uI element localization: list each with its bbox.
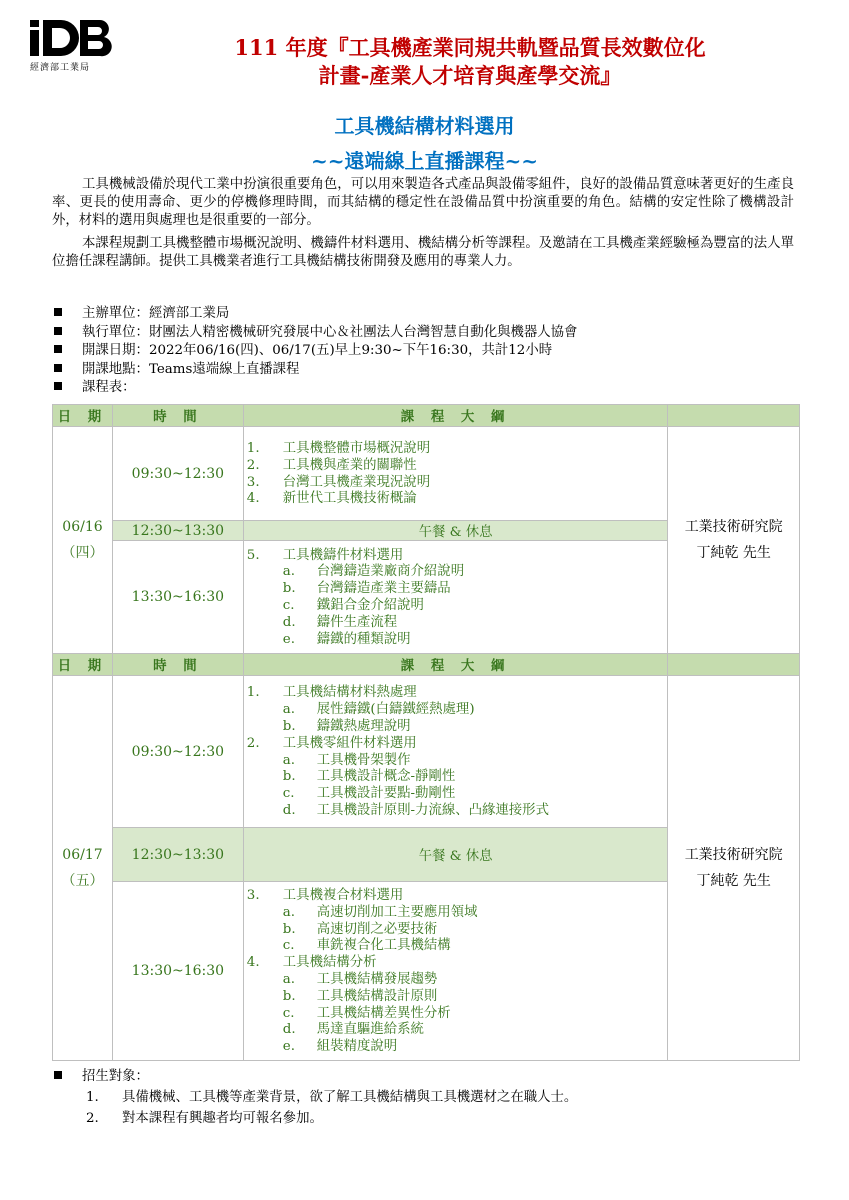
time-cell: 12:30~13:30 (112, 521, 243, 541)
outline-item-text: 工具機整體市場概況說明 (282, 440, 431, 456)
info-list (52, 305, 577, 398)
outline-item-text: 馬達直驅進給系統 (316, 1022, 424, 1038)
speaker-cell: 工業技術研究院 丁純乾 先生 (668, 427, 800, 654)
outline-item (247, 786, 668, 803)
enrollment-item: 2. 對本課程有興趣者均可報名參加。 (86, 1111, 323, 1126)
outline-item (247, 548, 668, 565)
date-cell: 06/16 （四） (53, 427, 113, 654)
outline-item (247, 888, 668, 905)
header-time: 時 間 (112, 654, 243, 676)
time-cell: 09:30~12:30 (112, 427, 243, 521)
outline-item-number: d. (282, 802, 296, 818)
outline-item (247, 685, 668, 702)
outline-item (247, 972, 668, 989)
outline-item (247, 475, 668, 492)
header-outline: 課 程 大 綱 (243, 654, 668, 676)
outline-item-number: a. (282, 971, 296, 987)
outline-item (247, 564, 668, 581)
info-item-executor: 執行單位：財團法人精密機械研究發展中心＆社團法人台灣智慧自動化與機器人協會 (52, 324, 577, 343)
outline-item (247, 458, 668, 475)
date-cell: 06/17 （五） (53, 676, 113, 1061)
bullet-square-icon (54, 345, 62, 353)
outline-item-number: b. (282, 581, 296, 597)
outline-item-number: b. (282, 718, 296, 734)
outline-item (247, 598, 668, 615)
outline-item-text: 組裝精度說明 (316, 1039, 398, 1055)
outline-item (247, 769, 668, 786)
header-date: 日 期 (53, 654, 113, 676)
outline-item (247, 955, 668, 972)
outline-item (247, 938, 668, 955)
outline-item-text: 新世代工具機技術概論 (282, 491, 417, 507)
header-outline: 課 程 大 綱 (243, 405, 668, 427)
outline-item (247, 581, 668, 598)
outline-item-number: c. (282, 938, 295, 954)
idb-logo-mark (28, 18, 114, 58)
outline-item-text: 工具機結構分析 (282, 955, 377, 971)
outline-item (247, 632, 668, 649)
outline-item-number: b. (282, 769, 296, 785)
idb-logo (28, 18, 118, 73)
outline-item-text: 工具機骨架製作 (316, 752, 411, 768)
outline-item-number: d. (282, 1022, 296, 1038)
outline-item (247, 753, 668, 770)
bullet-square-icon (54, 1071, 62, 1079)
outline-item-text: 工具機結構材料熱處理 (282, 685, 417, 701)
outline-item-number: c. (282, 598, 295, 613)
header-speaker (668, 405, 800, 427)
table-row (53, 427, 800, 521)
header-date: 日 期 (53, 405, 113, 427)
course-name: 工具機結構材料選用 (334, 114, 515, 138)
schedule-table (52, 404, 800, 1061)
time-cell: 09:30~12:30 (112, 676, 243, 828)
info-item-organizer: 主辦單位：經濟部工業局 (52, 305, 577, 324)
outline-item-number: c. (282, 786, 295, 802)
outline-item (247, 1022, 668, 1039)
outline-item-text: 高速切削加工主要應用領域 (316, 904, 478, 920)
table-header-row (53, 405, 800, 427)
outline-item-number: e. (282, 631, 295, 647)
outline-item (247, 615, 668, 632)
outline-item-text: 鐵鋁合金介紹說明 (316, 598, 424, 613)
outline-item (247, 1039, 668, 1056)
outline-item (247, 989, 668, 1006)
time-cell: 13:30~16:30 (112, 541, 243, 654)
table-header-row (53, 654, 800, 676)
enrollment-section (52, 1066, 577, 1129)
time-cell: 12:30~13:30 (112, 828, 243, 882)
intro-paragraph-2: 本課程規劃工具機整體市場概況說明、機鑄件材料選用、機結構分析等課程。及邀請在工具機產業經驗極為豐富的法人單位擔任課程講師。提供工具機業者進行工具機結構技術開發及應用的專業人力。 (52, 236, 794, 270)
outline-item-text: 工具機設計概念-靜剛性 (316, 769, 456, 785)
info-item-location: 開課地點：Teams遠端線上直播課程 (52, 361, 577, 380)
outline-item (247, 922, 668, 939)
outline-cell (243, 882, 668, 1061)
bullet-square-icon (54, 308, 62, 316)
outline-item (247, 905, 668, 922)
outline-item-text: 展性鑄鐵(白鑄鐵經熱處理) (316, 702, 475, 718)
outline-item-text: 台灣工具機產業現況說明 (282, 474, 431, 490)
outline-item-number: b. (282, 921, 296, 937)
outline-item-number: 4. (246, 955, 260, 971)
speaker-cell: 工業技術研究院 丁純乾 先生 (668, 676, 800, 1061)
outline-item-number: 2. (246, 457, 260, 473)
bullet-square-icon (54, 327, 62, 335)
info-item-schedule-label: 課程表： (52, 379, 577, 398)
outline-item-number: 3. (246, 474, 260, 490)
outline-cell (243, 427, 668, 521)
outline-item-text: 台灣鑄造產業主要鑄品 (316, 581, 451, 597)
outline-item-text: 工具機設計原則-力流線、凸緣連接形式 (316, 802, 549, 818)
outline-cell (243, 541, 668, 654)
outline-item (247, 719, 668, 736)
outline-item-number: d. (282, 614, 296, 630)
outline-item-number: a. (282, 702, 296, 718)
document-title-line1: 111 年度『工具機產業同規共軌暨品質長效數位化 (234, 35, 706, 60)
table-row (53, 676, 800, 828)
intro-paragraph-1: 工具機械設備於現代工業中扮演很重要角色，可以用來製造各式產品與設備零組件，良好的設備品質意味著更好的生產良率、更長的使用壽命、更少的停機修理時間，而其結構的穩定性在設備品質中扮演重要的角色。結構的安定性除了機構設計外，材料的選用與處理也是很重要的一部分。 (52, 177, 794, 229)
outline-item-number: a. (282, 752, 296, 768)
info-item-date: 開課日期：2022年06/16(四)、06/17(五)早上9:30~下午16:30，共計12小時 (52, 342, 577, 361)
outline-item-number: 3. (246, 888, 260, 903)
outline-item-text: 工具機結構發展趨勢 (316, 971, 438, 987)
outline-item-text: 工具機結構設計原則 (316, 988, 438, 1004)
outline-item (247, 736, 668, 753)
outline-item-number: 5. (246, 547, 260, 563)
bullet-square-icon (54, 364, 62, 372)
lunch-cell: 午餐 & 休息 (243, 828, 668, 882)
outline-item-number: 1. (246, 685, 260, 701)
outline-item-text: 車銑複合化工具機結構 (316, 938, 451, 954)
logo-subtitle: 經濟部工業局 (30, 63, 91, 73)
header-speaker (668, 654, 800, 676)
outline-item-number: e. (282, 1039, 295, 1055)
outline-item-text: 鑄件生產流程 (316, 614, 398, 630)
outline-item-number: c. (282, 1005, 295, 1021)
outline-item-text: 工具機與產業的關聯性 (282, 457, 417, 473)
bullet-square-icon (54, 382, 62, 390)
outline-item-text: 工具機複合材料選用 (282, 888, 404, 903)
course-subtitle: ~~遠端線上直播課程~~ (310, 149, 539, 173)
outline-item (247, 441, 668, 458)
enrollment-title: 招生對象： (52, 1066, 577, 1087)
document-title-line2: 計畫-產業人才培育與產學交流』 (318, 63, 622, 88)
outline-item-text: 高速切削之必要技術 (316, 921, 438, 937)
outline-item (247, 1006, 668, 1023)
outline-item (247, 803, 668, 820)
outline-item-number: a. (282, 564, 296, 580)
lunch-cell: 午餐 & 休息 (243, 521, 668, 541)
outline-item-number: 4. (246, 491, 260, 507)
outline-item-number: 1. (246, 440, 260, 456)
header-time: 時 間 (112, 405, 243, 427)
enrollment-item: 1. 具備機械、工具機等產業背景，欲了解工具機結構與工具機選材之在職人士。 (86, 1090, 578, 1105)
outline-item-text: 工具機結構差異性分析 (316, 1005, 451, 1021)
outline-item-number: b. (282, 988, 296, 1004)
outline-item-text: 工具機鑄件材料選用 (282, 547, 404, 563)
outline-item-text: 工具機設計要點-動剛性 (316, 786, 456, 802)
outline-item-text: 台灣鑄造業廠商介紹說明 (316, 564, 465, 580)
time-cell: 13:30~16:30 (112, 882, 243, 1061)
outline-item-text: 鑄鐵的種類說明 (316, 631, 411, 647)
outline-item-text: 工具機零組件材料選用 (282, 735, 417, 751)
outline-item-number: a. (282, 904, 296, 920)
outline-item-text: 鑄鐵熱處理說明 (316, 718, 411, 734)
outline-cell (243, 676, 668, 828)
outline-item-number: 2. (246, 735, 260, 751)
outline-item (247, 491, 668, 508)
outline-item (247, 702, 668, 719)
